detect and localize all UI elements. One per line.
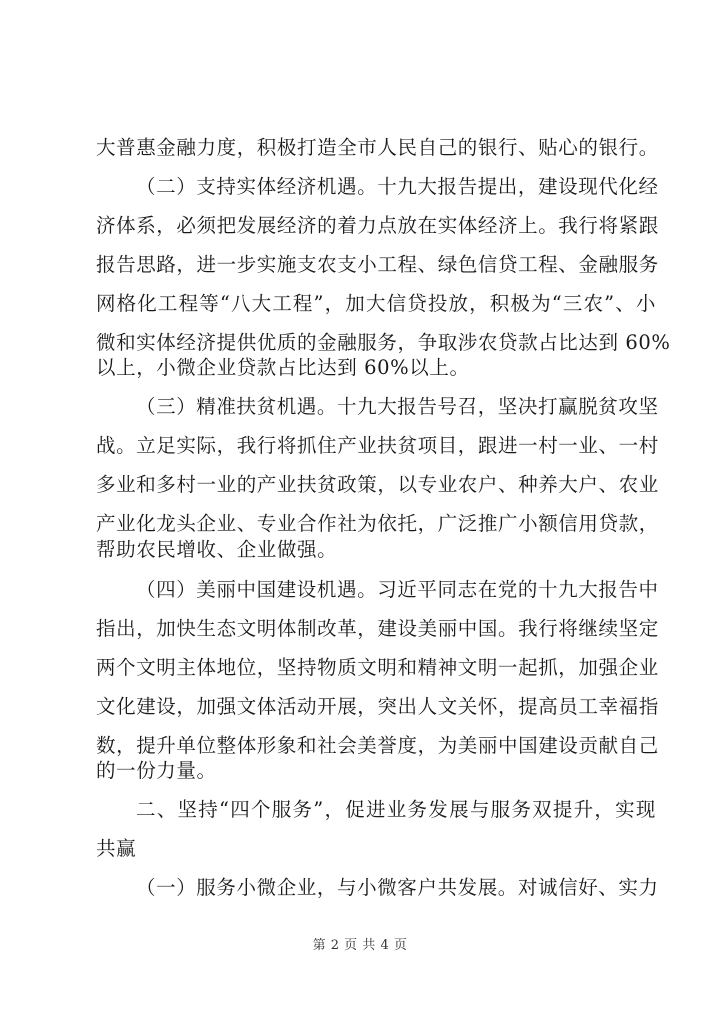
text-line: 济体系，必须把发展经济的着力点放在实体经济上。我行将紧跟 — [96, 214, 659, 237]
page-number-footer: 第 2 页 共 4 页 — [312, 938, 408, 953]
text-line: 大普惠金融力度，积极打造全市人民自己的银行、贴心的银行。 — [96, 136, 659, 159]
text-line: 以上，小微企业贷款占比达到 60%以上。 — [96, 356, 470, 379]
chapter-heading-line: 共赢 — [96, 837, 137, 860]
text-line: 文化建设，加强文体活动开展，突出人文关怀，提高员工幸福指 — [96, 695, 659, 718]
section-heading-line: （二）支持实体经济机遇。十九大报告提出，建设现代化经 — [136, 175, 659, 198]
text-line: 报告思路，进一步实施支农支小工程、绿色信贷工程、金融服务 — [96, 253, 659, 276]
text-line: 指出，加快生态文明体制改革，建设美丽中国。我行将继续坚定 — [96, 617, 659, 640]
text-line: 的一份力量。 — [96, 759, 217, 782]
section-heading-line: （一）服务小微企业，与小微客户共发展。对诚信好、实力 — [136, 876, 659, 899]
text-line: 多业和多村一业的产业扶贫政策，以专业农户、种养大户、农业 — [96, 473, 659, 496]
text-line: 网格化工程等“八大工程”，加大信贷投放，积极为“三农”、小 — [96, 292, 656, 315]
section-heading-line: （三）精准扶贫机遇。十九大报告号召，坚决打赢脱贫攻坚 — [136, 395, 659, 418]
chapter-heading-line: 二、坚持“四个服务”，促进业务发展与服务双提升，实现 — [136, 798, 656, 821]
text-line: 微和实体经济提供优质的金融服务，争取涉农贷款占比达到 60% — [96, 331, 671, 354]
text-line: 帮助农民增收、企业做强。 — [96, 538, 338, 561]
text-line: 战。立足实际，我行将抓住产业扶贫项目，跟进一村一业、一村 — [96, 434, 659, 457]
text-line: 数，提升单位整体形象和社会美誉度，为美丽中国建设贡献自己 — [96, 734, 659, 757]
text-line: 两个文明主体地位，坚持物质文明和精神文明一起抓，加强企业 — [96, 656, 659, 679]
section-heading-line: （四）美丽中国建设机遇。习近平同志在党的十九大报告中 — [136, 578, 659, 601]
text-line: 产业化龙头企业、专业合作社为依托，广泛推广小额信用贷款， — [96, 512, 659, 535]
